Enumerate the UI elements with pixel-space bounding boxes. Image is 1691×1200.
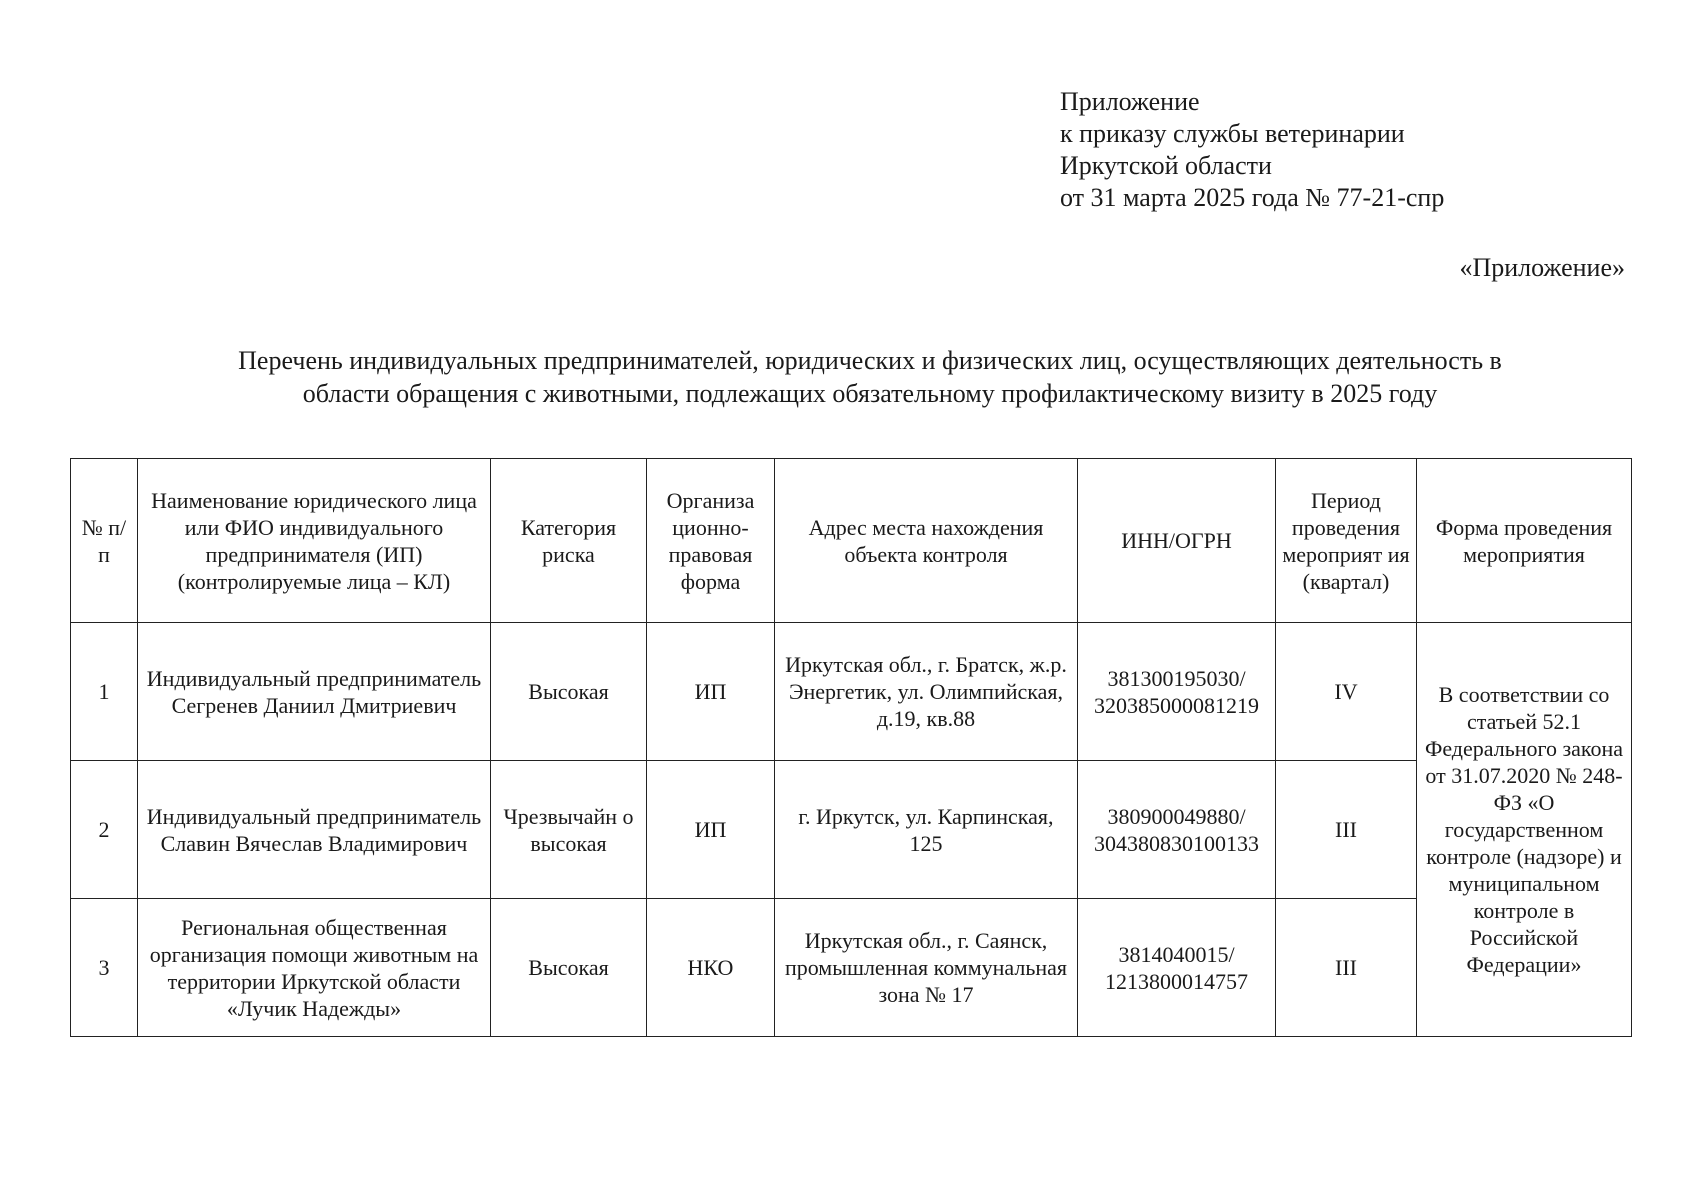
header-line-3: Иркутской области	[1060, 151, 1272, 180]
header-inn: ИНН/ОГРН	[1078, 459, 1276, 623]
title-line-2: области обращения с животными, подлежащих обязательному профилактическому визиту в 2025 году	[302, 379, 1438, 408]
cell-risk: Высокая	[491, 623, 647, 761]
document-title	[150, 344, 1590, 410]
cell-period: III	[1276, 761, 1417, 899]
inspection-table	[70, 458, 1632, 1037]
table-header-row	[71, 459, 1632, 623]
cell-num: 3	[71, 899, 138, 1037]
cell-risk: Чрезвычайн о высокая	[491, 761, 647, 899]
cell-inn: 380900049880/ 304380830100133	[1078, 761, 1276, 899]
header-period: Период проведения мероприят ия (квартал)	[1276, 459, 1417, 623]
cell-name: Региональная общественная организация помощи животным на территории Иркутской области «Лучик Надежды»	[138, 899, 491, 1037]
table-row	[71, 899, 1632, 1037]
table-row	[71, 761, 1632, 899]
cell-address: Иркутская обл., г. Братск, ж.р. Энергетик, ул. Олимпийская, д.19, кв.88	[775, 623, 1078, 761]
cell-name: Индивидуальный предприниматель Сегренев Даниил Дмитриевич	[138, 623, 491, 761]
cell-name: Индивидуальный предприниматель Славин Вячеслав Владимирович	[138, 761, 491, 899]
header-event-form: Форма проведения мероприятия	[1417, 459, 1632, 623]
header-org-form: Организа ционно-правовая форма	[647, 459, 775, 623]
cell-address: г. Иркутск, ул. Карпинская, 125	[775, 761, 1078, 899]
cell-num: 1	[71, 623, 138, 761]
appendix-header	[1060, 86, 1444, 214]
header-line-4: от 31 марта 2025 года № 77-21-спр	[1060, 183, 1445, 212]
header-line-2: к приказу службы ветеринарии	[1060, 119, 1405, 148]
header-num: № п/п	[71, 459, 138, 623]
cell-inn: 381300195030/ 320385000081219	[1078, 623, 1276, 761]
header-name: Наименование юридического лица или ФИО индивидуального предпринимателя (ИП) (контролируемые лица – КЛ)	[138, 459, 491, 623]
cell-risk: Высокая	[491, 899, 647, 1037]
cell-period: IV	[1276, 623, 1417, 761]
header-risk: Категория риска	[491, 459, 647, 623]
cell-period: III	[1276, 899, 1417, 1037]
cell-address: Иркутская обл., г. Саянск, промышленная коммунальная зона № 17	[775, 899, 1078, 1037]
cell-event-form: В соответствии со статьей 52.1 Федерального закона от 31.07.2020 № 248-ФЗ «О государственном контроле (надзоре) и муниципальном контроле в Российской Федерации»	[1417, 623, 1632, 1037]
cell-org-form: НКО	[647, 899, 775, 1037]
title-line-1: Перечень индивидуальных предпринимателей, юридических и физических лиц, осуществляющих деятельность в	[238, 346, 1502, 375]
table-row	[71, 623, 1632, 761]
cell-inn: 3814040015/ 1213800014757	[1078, 899, 1276, 1037]
cell-num: 2	[71, 761, 138, 899]
cell-org-form: ИП	[647, 761, 775, 899]
header-address: Адрес места нахождения объекта контроля	[775, 459, 1078, 623]
appendix-quote-label: «Приложение»	[1459, 253, 1625, 282]
header-line-1: Приложение	[1060, 87, 1200, 116]
cell-org-form: ИП	[647, 623, 775, 761]
